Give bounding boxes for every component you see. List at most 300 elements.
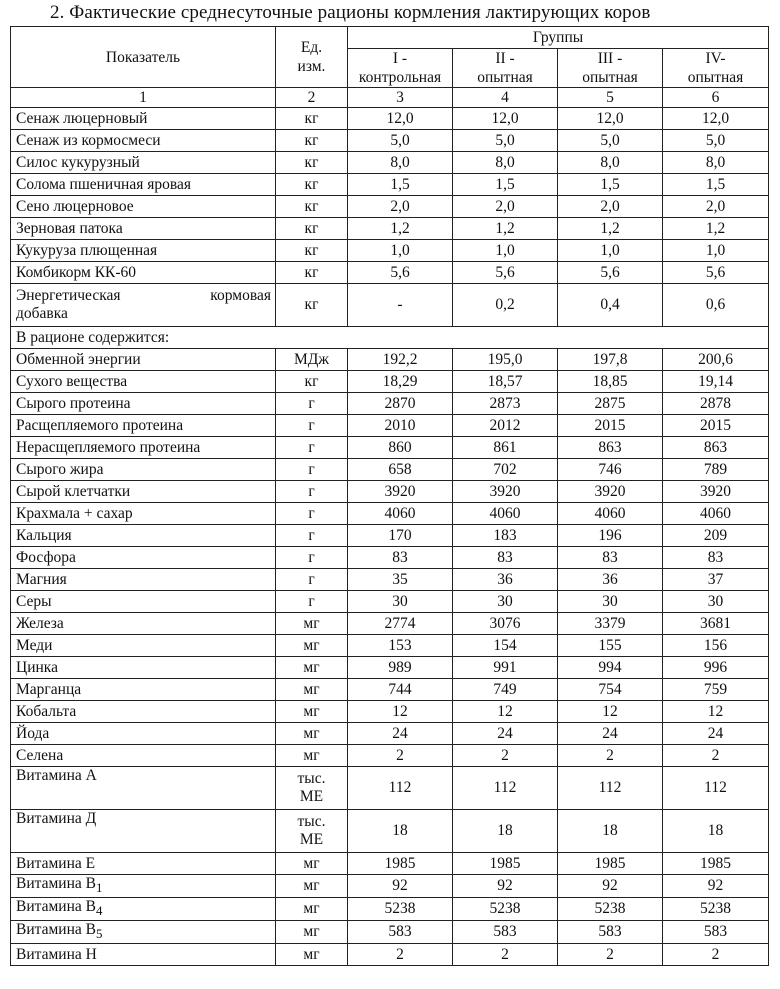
row-indicator: [11, 240, 276, 262]
group-2-value: 195,0: [453, 349, 558, 371]
indicator-name: Сырого жира: [16, 460, 104, 478]
row-unit: мг: [276, 723, 348, 745]
row-unit: мг: [276, 613, 348, 635]
row-unit: мг: [276, 701, 348, 723]
group-4-value: 789: [663, 459, 769, 481]
header-group-3-line1: III -: [597, 50, 623, 67]
row-unit: г: [276, 569, 348, 591]
row-unit: кг: [276, 108, 348, 130]
ration-table-body: [11, 27, 769, 966]
group-1-value: 860: [348, 437, 453, 459]
group-4-value: 3920: [663, 481, 769, 503]
group-2-value: 1985: [453, 853, 558, 875]
group-1-value: 5,0: [348, 130, 453, 152]
group-3-value: 155: [558, 635, 663, 657]
group-3-value: 12: [558, 701, 663, 723]
table-row: [11, 657, 769, 679]
group-3-value: 197,8: [558, 349, 663, 371]
group-4-value: 200,6: [663, 349, 769, 371]
table-row: [11, 525, 769, 547]
group-1-value: 744: [348, 679, 453, 701]
group-3-value: 994: [558, 657, 663, 679]
group-1-value: 2: [348, 745, 453, 767]
indicator-name: Сырой клетчатки: [16, 482, 131, 500]
group-4-value: 92: [663, 875, 769, 898]
table-row: [11, 218, 769, 240]
section-label: В рационе содержится:: [11, 327, 769, 349]
group-1-value: 18: [348, 810, 453, 853]
group-3-value: 30: [558, 591, 663, 613]
table-row: [11, 174, 769, 196]
header-group-4: [663, 49, 769, 88]
group-3-value: 1,0: [558, 240, 663, 262]
header-group-2: [453, 49, 558, 88]
row-unit: г: [276, 591, 348, 613]
column-number: 6: [663, 88, 769, 108]
group-3-value: 18: [558, 810, 663, 853]
table-row: [11, 701, 769, 723]
group-1-value: 1,2: [348, 218, 453, 240]
header-group-1-line1: I -: [392, 50, 408, 67]
group-2-value: 2,0: [453, 196, 558, 218]
group-4-value: 996: [663, 657, 769, 679]
group-1-value: 192,2: [348, 349, 453, 371]
unit-line1: тыс.: [297, 770, 326, 787]
header-group-3: [558, 49, 663, 88]
table-row: [11, 853, 769, 875]
group-3-value: 1,5: [558, 174, 663, 196]
row-indicator: [11, 547, 276, 569]
group-3-value: 112: [558, 767, 663, 810]
group-3-value: 746: [558, 459, 663, 481]
group-4-value: 19,14: [663, 371, 769, 393]
indicator-name: Сырого протеина: [16, 394, 131, 412]
indicator-name: Витамина В: [16, 875, 96, 892]
group-1-value: 4060: [348, 503, 453, 525]
group-4-value: 2,0: [663, 196, 769, 218]
group-2-value: 3920: [453, 481, 558, 503]
group-3-value: 83: [558, 547, 663, 569]
table-row: [11, 723, 769, 745]
group-2-value: 2: [453, 944, 558, 966]
group-2-value: 1,0: [453, 240, 558, 262]
indicator-name: Серы: [16, 592, 52, 610]
row-indicator: [11, 679, 276, 701]
group-1-value: 2010: [348, 415, 453, 437]
group-2-value: 0,2: [453, 284, 558, 327]
group-2-value: 18: [453, 810, 558, 853]
group-2-value: 2873: [453, 393, 558, 415]
row-indicator: [11, 481, 276, 503]
indicator-name: Кукуруза плющенная: [16, 241, 158, 259]
group-2-value: 92: [453, 875, 558, 898]
indicator-name: Силос кукурузный: [16, 153, 140, 171]
group-2-value: 5,0: [453, 130, 558, 152]
row-indicator: [11, 349, 276, 371]
group-4-value: 112: [663, 767, 769, 810]
row-unit: г: [276, 415, 348, 437]
indicator-name: Комбикорм КК-60: [16, 263, 137, 281]
indicator-name: Витамина В: [16, 898, 96, 916]
group-3-value: 36: [558, 569, 663, 591]
header-group-3-line2: опытная: [582, 69, 638, 86]
row-unit: мг: [276, 921, 348, 944]
indicator-name: Магния: [16, 570, 67, 588]
group-1-value: 153: [348, 635, 453, 657]
table-row: [11, 767, 769, 810]
row-unit: г: [276, 459, 348, 481]
group-2-value: 83: [453, 547, 558, 569]
group-3-value: 1,2: [558, 218, 663, 240]
indicator-subscript: 4: [95, 903, 103, 919]
group-4-value: 18: [663, 810, 769, 853]
row-unit: г: [276, 393, 348, 415]
group-3-value: 18,85: [558, 371, 663, 393]
section-row: [11, 327, 769, 349]
row-indicator: [11, 262, 276, 284]
row-unit: мг: [276, 853, 348, 875]
group-4-value: 2015: [663, 415, 769, 437]
row-indicator: [11, 944, 276, 966]
header-row-1: [11, 27, 769, 49]
group-2-value: 3076: [453, 613, 558, 635]
row-indicator: [11, 613, 276, 635]
group-1-value: 8,0: [348, 152, 453, 174]
table-row: [11, 679, 769, 701]
table-row: [11, 810, 769, 853]
row-indicator: [11, 657, 276, 679]
indicator-name: Крахмала + сахар: [16, 504, 133, 522]
row-indicator: [11, 745, 276, 767]
row-unit: г: [276, 525, 348, 547]
table-row: [11, 459, 769, 481]
group-2-value: 12: [453, 701, 558, 723]
group-4-value: 156: [663, 635, 769, 657]
row-unit: кг: [276, 174, 348, 196]
energy-supplement-line1: [16, 287, 271, 305]
group-3-value: 24: [558, 723, 663, 745]
row-indicator: [11, 393, 276, 415]
group-1-value: 3920: [348, 481, 453, 503]
group-4-value: 1985: [663, 853, 769, 875]
indicator-name: Витамина Н: [16, 945, 97, 963]
group-2-value: 2012: [453, 415, 558, 437]
group-4-value: 4060: [663, 503, 769, 525]
row-indicator: [11, 459, 276, 481]
group-4-value: 2878: [663, 393, 769, 415]
indicator-name: Кальция: [16, 526, 72, 544]
table-row: [11, 393, 769, 415]
group-1-value: 1985: [348, 853, 453, 875]
group-4-value: 759: [663, 679, 769, 701]
group-2-value: 702: [453, 459, 558, 481]
row-unit: мг: [276, 875, 348, 898]
table-row: [11, 503, 769, 525]
row-indicator: [11, 437, 276, 459]
group-2-value: 8,0: [453, 152, 558, 174]
table-row: [11, 745, 769, 767]
group-3-value: 12,0: [558, 108, 663, 130]
table-row: [11, 944, 769, 966]
group-4-value: 37: [663, 569, 769, 591]
indicator-name: Витамина А: [16, 767, 97, 784]
group-1-value: 83: [348, 547, 453, 569]
group-2-value: 4060: [453, 503, 558, 525]
group-3-value: 2015: [558, 415, 663, 437]
row-indicator: [11, 196, 276, 218]
table-row: [11, 349, 769, 371]
group-2-value: 749: [453, 679, 558, 701]
group-4-value: 0,6: [663, 284, 769, 327]
header-unit-line1: Ед.: [300, 39, 323, 56]
group-2-value: 1,5: [453, 174, 558, 196]
group-1-value: 12: [348, 701, 453, 723]
row-unit: [276, 767, 348, 810]
group-3-value: 3920: [558, 481, 663, 503]
header-group-4-line2: опытная: [687, 69, 744, 86]
table-row: [11, 371, 769, 393]
group-2-value: 183: [453, 525, 558, 547]
group-1-value: 30: [348, 591, 453, 613]
group-3-value: 5,0: [558, 130, 663, 152]
row-indicator: [11, 635, 276, 657]
group-1-value: 5238: [348, 898, 453, 921]
group-1-value: -: [348, 284, 453, 327]
row-unit: г: [276, 437, 348, 459]
row-indicator: [11, 767, 276, 810]
indicator-name: Зерновая патока: [16, 219, 123, 237]
group-1-value: 24: [348, 723, 453, 745]
header-group-1-line2: контрольная: [358, 69, 442, 86]
group-4-value: 30: [663, 591, 769, 613]
column-number: 3: [348, 88, 453, 108]
indicator-name: Витамина Д: [16, 810, 97, 827]
energy-word-2: кормовая: [210, 287, 271, 304]
row-unit: г: [276, 547, 348, 569]
group-4-value: 12,0: [663, 108, 769, 130]
group-3-value: 1985: [558, 853, 663, 875]
indicator-name: Солома пшеничная яровая: [16, 175, 191, 193]
ration-table: [10, 26, 769, 966]
group-1-value: 12,0: [348, 108, 453, 130]
group-2-value: 2: [453, 745, 558, 767]
table-row: [11, 898, 769, 921]
indicator-name: Йода: [16, 724, 50, 742]
group-1-value: 18,29: [348, 371, 453, 393]
table-title: 2. Фактические среднесуточные рационы кормления лактирующих коров: [50, 2, 651, 23]
row-indicator: [11, 898, 276, 921]
group-3-value: 3379: [558, 613, 663, 635]
indicator-name: Марганца: [16, 680, 82, 698]
group-4-value: 863: [663, 437, 769, 459]
group-1-value: 583: [348, 921, 453, 944]
group-4-value: 83: [663, 547, 769, 569]
group-1-value: 92: [348, 875, 453, 898]
table-row: [11, 284, 769, 327]
indicator-name: Обменной энергии: [16, 350, 141, 368]
row-unit: кг: [276, 262, 348, 284]
group-4-value: 209: [663, 525, 769, 547]
group-4-value: 12: [663, 701, 769, 723]
indicator-name: Сено люцерновое: [16, 197, 134, 215]
group-1-value: 112: [348, 767, 453, 810]
group-2-value: 991: [453, 657, 558, 679]
table-row: [11, 130, 769, 152]
group-3-value: 2: [558, 745, 663, 767]
table-row: [11, 569, 769, 591]
column-number: 1: [11, 88, 276, 108]
indicator-name: Расщепляемого протеина: [16, 416, 184, 434]
row-unit: кг: [276, 284, 348, 327]
header-group-2-line2: опытная: [477, 69, 533, 86]
table-row: [11, 437, 769, 459]
row-unit: кг: [276, 152, 348, 174]
indicator-name: Селена: [16, 746, 64, 764]
table-row: [11, 481, 769, 503]
group-2-value: 24: [453, 723, 558, 745]
indicator-name: Нерасщепляемого протеина: [16, 438, 201, 456]
table-row: [11, 875, 769, 898]
energy-supplement-line2: добавка: [16, 305, 68, 322]
row-indicator: [11, 130, 276, 152]
row-indicator: [11, 218, 276, 240]
row-unit: кг: [276, 371, 348, 393]
group-2-value: 5,6: [453, 262, 558, 284]
group-2-value: 583: [453, 921, 558, 944]
group-4-value: 2: [663, 944, 769, 966]
column-number: 2: [276, 88, 348, 108]
row-indicator: [11, 569, 276, 591]
indicator-subscript: 5: [95, 926, 103, 942]
indicator-name: Сухого вещества: [16, 372, 128, 390]
group-1-value: 1,5: [348, 174, 453, 196]
group-1-value: 170: [348, 525, 453, 547]
column-number: 4: [453, 88, 558, 108]
group-2-value: 12,0: [453, 108, 558, 130]
group-4-value: 583: [663, 921, 769, 944]
group-3-value: 5238: [558, 898, 663, 921]
indicator-name: Железа: [16, 614, 64, 632]
row-indicator: [11, 853, 276, 875]
row-indicator: [11, 591, 276, 613]
row-indicator: [11, 415, 276, 437]
table-row: [11, 635, 769, 657]
group-2-value: 18,57: [453, 371, 558, 393]
group-1-value: 989: [348, 657, 453, 679]
column-number: 5: [558, 88, 663, 108]
header-group-2-line1: II -: [495, 50, 515, 67]
row-unit: кг: [276, 218, 348, 240]
row-unit: кг: [276, 196, 348, 218]
group-4-value: 1,0: [663, 240, 769, 262]
group-4-value: 2: [663, 745, 769, 767]
group-3-value: 583: [558, 921, 663, 944]
group-4-value: 3681: [663, 613, 769, 635]
indicator-name: Сенаж из кормосмеси: [16, 131, 161, 149]
indicator-subscript: 1: [95, 880, 103, 896]
header-group-1: [348, 49, 453, 88]
group-1-value: 2,0: [348, 196, 453, 218]
group-2-value: 30: [453, 591, 558, 613]
header-group-4-line1: IV-: [705, 50, 726, 67]
table-row: [11, 547, 769, 569]
group-4-value: 5238: [663, 898, 769, 921]
group-2-value: 154: [453, 635, 558, 657]
row-unit: [276, 810, 348, 853]
group-1-value: 2870: [348, 393, 453, 415]
unit-line2: МЕ: [299, 788, 324, 805]
row-indicator: [11, 152, 276, 174]
row-unit: мг: [276, 745, 348, 767]
group-2-value: 5238: [453, 898, 558, 921]
group-3-value: 2,0: [558, 196, 663, 218]
group-3-value: 2875: [558, 393, 663, 415]
row-unit: мг: [276, 657, 348, 679]
group-4-value: 8,0: [663, 152, 769, 174]
group-1-value: 2774: [348, 613, 453, 635]
table-row: [11, 262, 769, 284]
group-3-value: 0,4: [558, 284, 663, 327]
header-indicator: Показатель: [11, 27, 276, 88]
group-2-value: 1,2: [453, 218, 558, 240]
group-3-value: 5,6: [558, 262, 663, 284]
row-indicator: [11, 701, 276, 723]
row-unit: кг: [276, 240, 348, 262]
row-indicator: [11, 503, 276, 525]
column-number-row: [11, 88, 769, 108]
indicator-name: Сенаж люцерновый: [16, 109, 148, 127]
table-row: [11, 152, 769, 174]
group-2-value: 861: [453, 437, 558, 459]
indicator-name: Меди: [16, 636, 53, 654]
row-unit: мг: [276, 898, 348, 921]
unit-line1: тыс.: [297, 813, 326, 830]
header-groups: Группы: [348, 27, 769, 49]
group-3-value: 4060: [558, 503, 663, 525]
row-unit: мг: [276, 635, 348, 657]
table-row: [11, 240, 769, 262]
group-3-value: 754: [558, 679, 663, 701]
unit-line2: МЕ: [299, 831, 324, 848]
table-row: [11, 921, 769, 944]
group-1-value: 1,0: [348, 240, 453, 262]
group-1-value: 35: [348, 569, 453, 591]
row-indicator: [11, 723, 276, 745]
group-2-value: 36: [453, 569, 558, 591]
group-1-value: 5,6: [348, 262, 453, 284]
energy-word-1: Энергетическая: [16, 287, 121, 304]
group-3-value: 196: [558, 525, 663, 547]
row-indicator: [11, 108, 276, 130]
indicator-name: Витамина Е: [16, 854, 96, 872]
row-indicator: [11, 875, 276, 898]
group-4-value: 24: [663, 723, 769, 745]
indicator-name: Фосфора: [16, 548, 76, 566]
indicator-name: Кобальта: [16, 702, 77, 720]
header-unit-line2: изм.: [297, 58, 326, 75]
table-row: [11, 196, 769, 218]
group-4-value: 5,6: [663, 262, 769, 284]
table-row: [11, 591, 769, 613]
table-row: [11, 108, 769, 130]
group-4-value: 1,5: [663, 174, 769, 196]
group-1-value: 2: [348, 944, 453, 966]
group-3-value: 92: [558, 875, 663, 898]
row-indicator: [11, 284, 276, 327]
indicator-name: Витамина В: [16, 921, 96, 939]
row-indicator: [11, 371, 276, 393]
row-unit: кг: [276, 130, 348, 152]
